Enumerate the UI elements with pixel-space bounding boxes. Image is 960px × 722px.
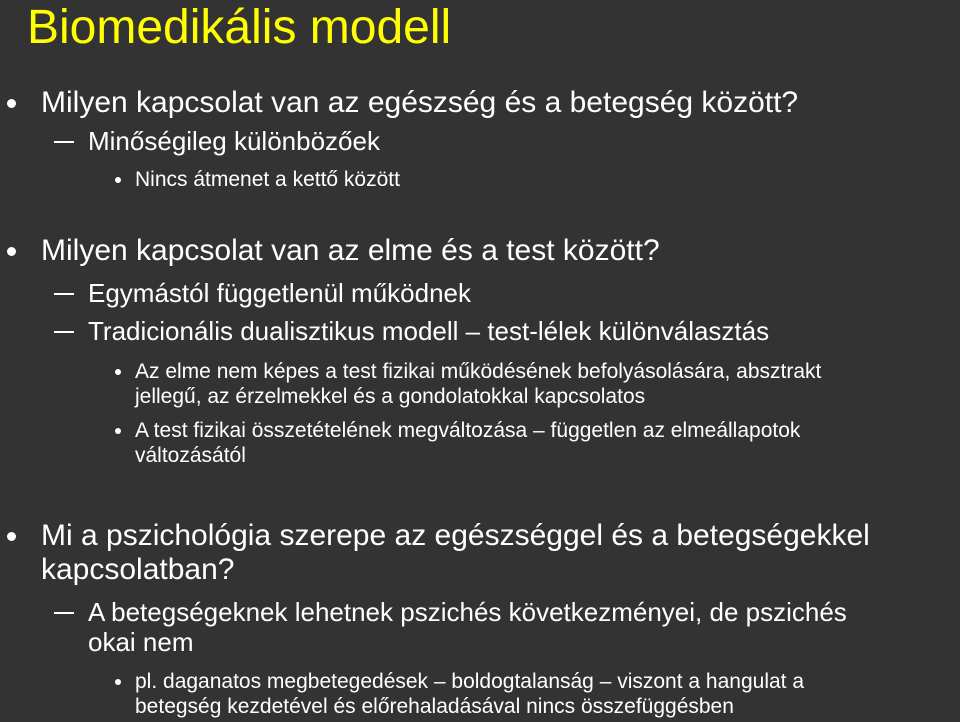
section3-question-line2: kapcsolatban? bbox=[41, 553, 235, 586]
section3-bullet-line2: betegség kezdetével és előrehaladásával nincs összefüggésben bbox=[135, 695, 734, 718]
bullet-dot-icon bbox=[7, 532, 16, 541]
section2-question: Milyen kapcsolat van az elme és a test között? bbox=[41, 234, 660, 267]
bullet-dot-icon bbox=[115, 679, 121, 685]
section2-bullet2-line2: változásától bbox=[135, 444, 246, 467]
section3-sub-line2: okai nem bbox=[88, 627, 194, 657]
section1-subsub: Nincs átmenet a kettő között bbox=[135, 168, 400, 191]
bullet-dash-icon bbox=[54, 331, 74, 333]
bullet-dot-icon bbox=[7, 99, 16, 108]
section3-question-line1: Mi a pszichológia szerepe az egészséggel és a betegségekkel bbox=[41, 519, 870, 552]
bullet-dot-icon bbox=[115, 428, 121, 434]
bullet-dot-icon bbox=[7, 247, 16, 256]
bullet-dash-icon bbox=[54, 141, 74, 143]
section3-bullet-line1: pl. daganatos megbetegedések – boldogtalanság – viszont a hangulat a bbox=[135, 670, 805, 693]
section3-sub-line1: A betegségeknek lehetnek pszichés következményei, de pszichés bbox=[88, 597, 847, 627]
section2-bullet1-line2: jellegű, az érzelmekkel és a gondolatokkal kapcsolatos bbox=[135, 385, 646, 408]
section1-sub: Minőségileg különbözőek bbox=[88, 126, 380, 156]
section2-sub1: Egymástól függetlenül működnek bbox=[88, 278, 472, 308]
section2-bullet2-line1: A test fizikai összetételének megváltozása – független az elmeállapotok bbox=[135, 419, 801, 442]
bullet-dash-icon bbox=[54, 293, 74, 295]
slide-title: Biomedikális modell bbox=[27, 1, 452, 54]
bullet-dot-icon bbox=[115, 369, 121, 375]
section2-sub2: Tradicionális dualisztikus modell – test-lélek különválasztás bbox=[88, 316, 770, 346]
section1-question: Milyen kapcsolat van az egészség és a betegség között? bbox=[41, 86, 799, 119]
bullet-dot-icon bbox=[115, 177, 121, 183]
bullet-dash-icon bbox=[54, 612, 74, 614]
section2-bullet1-line1: Az elme nem képes a test fizikai működésének befolyásolására, absztrakt bbox=[135, 360, 822, 383]
